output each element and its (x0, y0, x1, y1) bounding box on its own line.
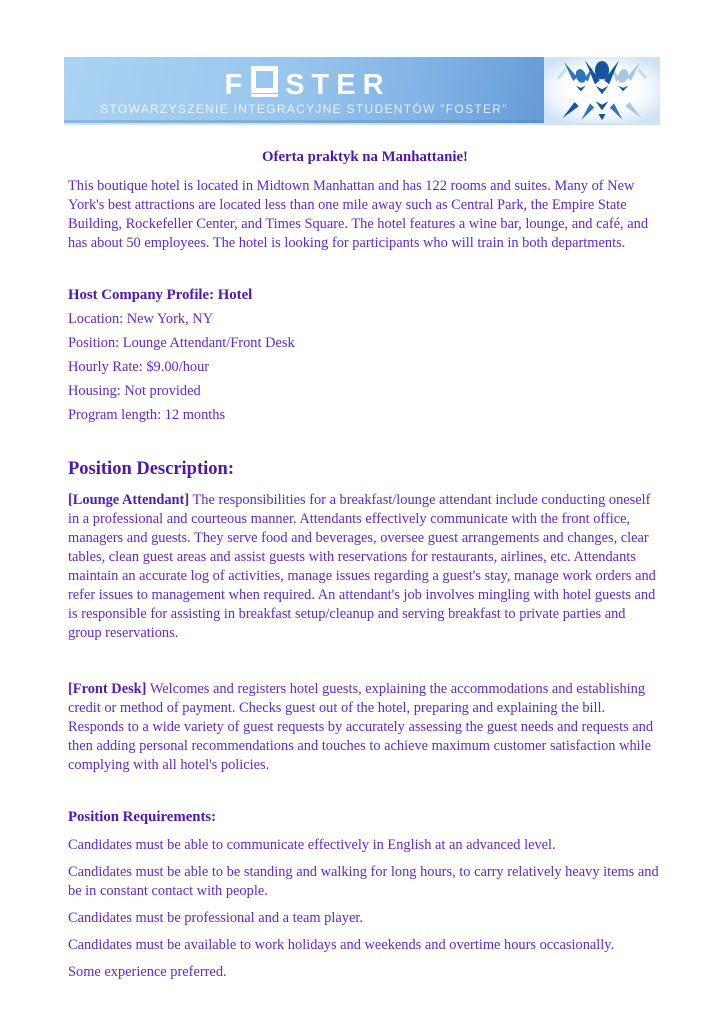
position-requirements-heading: Position Requirements: (68, 809, 217, 825)
document-content (0, 148, 724, 982)
requirement-experience: Some experience preferred. (68, 964, 227, 980)
banner-text-block (64, 57, 544, 123)
lounge-attendant-text: The responsibilities for a breakfast/lounge attendant include conducting oneself in a professional and courteous manner. Attendants effectively communicate with the front office, managers and guests. They serve food and beverages, oversee guest arrangements and changes, clear tables, clean guest areas and assist guests with reservations for restaurants, airlines, etc. Attendants maintain an accurate log of activities, manage issues regarding a guest's stay, manage work orders and refer issues to management when required. An attendant's job involves mingling with hotel guests and is responsible for assisting in breakfast setup/cleanup and serving breakfast to private parties and group reservations. (68, 492, 656, 641)
foster-banner (64, 57, 660, 125)
front-desk-paragraph (68, 680, 662, 775)
lounge-attendant-label: [Lounge Attendant] (68, 492, 190, 508)
logotype-ster: STER (285, 69, 391, 101)
foster-logotype (217, 66, 390, 99)
front-desk-text: Welcomes and registers hotel guests, explaining the accommodations and establishing credit or method of payment. Checks guest out of the hotel, preparing and explaining the bill. Responds to a wide variety of guest requests by accurately assessing the guest needs and requests and then adding personal recommendations and touches to achieve maximum customer satisfaction while complying with all hotel's policies. (68, 681, 654, 773)
profile-program-length-line: Program length: 12 months (68, 407, 226, 423)
lounge-attendant-paragraph (68, 491, 662, 643)
requirement-english: Candidates must be able to communicate effectively in English at an advanced level. (68, 837, 556, 853)
position-description-heading: Position Description: (68, 459, 234, 479)
profile-housing-line: Housing: Not provided (68, 383, 201, 399)
profile-position-line: Position: Lounge Attendant/Front Desk (68, 335, 295, 351)
foster-logo-o-icon (251, 66, 278, 93)
banner-subtitle: STOWARZYSZENIE INTEGRACYJNE STUDENTÓW "FOSTER" (100, 102, 508, 116)
cheering-figures-icon (552, 59, 652, 121)
page-title: Oferta praktyk na Manhattanie! (262, 149, 468, 165)
profile-hourly-rate-line: Hourly Rate: $9.00/hour (68, 359, 210, 375)
logotype-f: F (224, 69, 250, 101)
host-company-profile-heading: Host Company Profile: Hotel (68, 287, 253, 303)
foster-people-logo-box (544, 57, 660, 123)
requirement-standing-walking: Candidates must be able to be standing and walking for long hours, to carry relatively heavy items and be in constant contact with people. (68, 864, 659, 899)
intro-paragraph: This boutique hotel is located in Midtown Manhattan and has 122 rooms and suites. Many of New York's best attractions are located less than one mile away such as Central Park, the Empire State Building, Rockefeller Center, and Times Square. The hotel features a wine bar, lounge, and café, and has about 50 employees. The hotel is looking for participants who will train in both departments. (68, 178, 649, 251)
requirement-availability: Candidates must be available to work holidays and weekends and overtime hours occasionally. (68, 937, 615, 953)
profile-location-line: Location: New York, NY (68, 311, 214, 327)
front-desk-label: [Front Desk] (68, 681, 147, 697)
requirement-professional: Candidates must be professional and a team player. (68, 910, 363, 926)
